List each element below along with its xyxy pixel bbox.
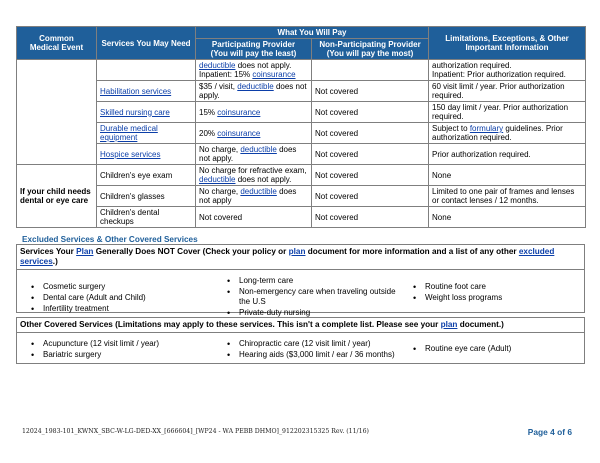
other-col-2: [227, 339, 413, 361]
list-item: • Hearing aids ($3,000 limit / ear / 36 months): [227, 350, 413, 360]
other-covered-services-heading: Other Covered Services (Limitations may apply to these services. This isn't a complete list. Please see your plan document.): [17, 318, 584, 333]
list-item: • Non-emergency care when traveling outside the U.S: [227, 287, 399, 307]
list-item: • Routine foot care: [413, 282, 563, 292]
header-limitations: Limitations, Exceptions, & Other Important Information: [429, 27, 586, 60]
excluded-services-box: [16, 244, 585, 317]
table-row: [17, 186, 586, 207]
excluded-services-heading: Services Your Plan Generally Does NOT Cover (Check your policy or plan document for more information and a list of any other excluded services.): [17, 245, 584, 270]
header-what-you-pay: What You Will Pay: [196, 27, 429, 39]
table-row: [17, 165, 586, 186]
habilitation-services-link[interactable]: Habilitation services: [100, 86, 172, 96]
participating-cell: No charge, deductible does not apply: [196, 186, 312, 207]
service-cell: Children's glasses: [97, 186, 196, 207]
non-participating-cell: Not covered: [312, 81, 429, 102]
service-cell: [97, 102, 196, 123]
deductible-link[interactable]: deductible: [240, 145, 277, 154]
list-item: • Infertility treatment: [31, 304, 227, 314]
header-row-1: [17, 27, 586, 39]
header-participating: Participating Provider (You will pay the least): [196, 39, 312, 60]
header-non-participating: Non-Participating Provider (You will pay the most): [312, 39, 429, 60]
participating-cell: No charge for refractive exam, deductible does not apply.: [196, 165, 312, 186]
non-participating-cell: Not covered: [312, 207, 429, 228]
participating-cell: Not covered: [196, 207, 312, 228]
participating-cell: $35 / visit, deductible does not apply.: [196, 81, 312, 102]
coinsurance-link[interactable]: coinsurance: [217, 107, 261, 117]
durable-medical-equipment-link[interactable]: Durable medical equipment: [100, 124, 158, 142]
excluded-col-1: [31, 276, 227, 319]
participating-cell: No charge, deductible does not apply.: [196, 144, 312, 165]
non-participating-cell: Not covered: [312, 144, 429, 165]
participating-cell: 20% coinsurance: [196, 123, 312, 144]
event-cell: [17, 60, 97, 165]
page-number: Page 4 of 6: [527, 427, 572, 437]
event-child-dental-eye: If your child needs dental or eye care: [17, 165, 97, 228]
deductible-link[interactable]: deductible: [199, 175, 236, 184]
service-cell: [97, 144, 196, 165]
table-row: [17, 207, 586, 228]
list-item: • Private-duty nursing: [227, 308, 413, 318]
list-item: • Bariatric surgery: [31, 350, 227, 360]
coinsurance-link[interactable]: coinsurance: [217, 128, 261, 138]
header-medical-event: Common Medical Event: [17, 27, 97, 60]
other-col-1: [31, 339, 227, 361]
limitations-cell: Limited to one pair of frames and lenses or contact lenses / 12 months.: [429, 186, 586, 207]
header-services: Services You May Need: [97, 27, 196, 60]
non-participating-cell: Not covered: [312, 165, 429, 186]
formulary-link[interactable]: formulary: [469, 124, 504, 133]
participating-cell: 15% coinsurance: [196, 102, 312, 123]
service-cell: Children's dental checkups: [97, 207, 196, 228]
plan-link[interactable]: Plan: [76, 247, 94, 256]
limitations-cell: None: [429, 207, 586, 228]
list-item: • Weight loss programs: [413, 293, 563, 303]
non-participating-cell: Not covered: [312, 123, 429, 144]
limitations-cell: 150 day limit / year. Prior authorization required.: [429, 102, 586, 123]
hospice-services-link[interactable]: Hospice services: [100, 149, 161, 159]
service-cell: [97, 81, 196, 102]
table-row: [17, 123, 586, 144]
list-item: • Long-term care: [227, 276, 413, 286]
other-col-3: [413, 339, 563, 361]
participating-cell: deductible does not apply. Inpatient: 15% coinsurance: [196, 60, 312, 81]
non-participating-cell: Not covered: [312, 102, 429, 123]
skilled-nursing-link[interactable]: Skilled nursing care: [100, 107, 170, 117]
limitations-cell: None: [429, 165, 586, 186]
plan-link[interactable]: plan: [440, 320, 458, 329]
excluded-col-3: [413, 276, 563, 319]
excluded-col-2: [227, 276, 413, 319]
limitations-cell: 60 visit limit / year. Prior authorization required.: [429, 81, 586, 102]
list-item: • Routine eye care (Adult): [413, 344, 563, 354]
list-item: • Cosmetic surgery: [31, 282, 227, 292]
service-cell: Children's eye exam: [97, 165, 196, 186]
cost-table: [16, 26, 586, 228]
limitations-cell: authorization required. Inpatient: Prior authorization required.: [429, 60, 586, 81]
deductible-link[interactable]: deductible: [199, 61, 236, 70]
list-item: • Chiropractic care (12 visit limit / year): [227, 339, 413, 349]
table-row: [17, 102, 586, 123]
other-covered-services-list: [17, 333, 584, 361]
service-cell: [97, 60, 196, 81]
limitations-cell: Prior authorization required.: [429, 144, 586, 165]
limitations-cell: Subject to formulary guidelines. Prior authorization required.: [429, 123, 586, 144]
excluded-services-link[interactable]: excluded services: [20, 247, 555, 266]
non-participating-cell: [312, 60, 429, 81]
table-row: [17, 144, 586, 165]
deductible-link[interactable]: deductible: [240, 187, 277, 196]
service-cell: [97, 123, 196, 144]
deductible-link[interactable]: deductible: [237, 82, 274, 91]
excluded-section-title: Excluded Services & Other Covered Services: [22, 235, 198, 244]
non-participating-cell: Not covered: [312, 186, 429, 207]
list-item: • Dental care (Adult and Child): [31, 293, 227, 303]
table-row: [17, 60, 586, 81]
plan-link[interactable]: plan: [288, 247, 306, 256]
coinsurance-link[interactable]: coinsurance: [252, 70, 296, 79]
table-row: [17, 81, 586, 102]
list-item: • Acupuncture (12 visit limit / year): [31, 339, 227, 349]
other-covered-services-box: [16, 317, 585, 364]
excluded-services-list: [17, 270, 584, 319]
document-code: 12024_1983-101_KWNX_SBC-W-LG-DED-XX_[666604]_[WP24 - WA PEBB DHMO]_912202315325 Rev. (11/16): [22, 428, 369, 435]
